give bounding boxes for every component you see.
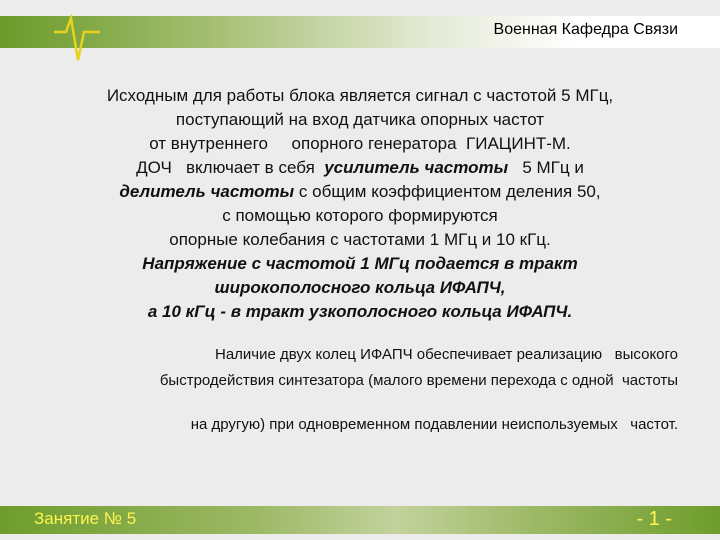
paragraph1-line6: с помощью которого формируются <box>222 206 498 225</box>
emphasis-amplifier: усилитель частоты <box>324 158 509 177</box>
paragraph2-line1: Наличие двух колец ИФАПЧ обеспечивает реализацию высокого <box>214 346 678 363</box>
signal-wave-icon <box>52 14 102 64</box>
paragraph1-line5-suffix: с общим коэффициентом деления 50, <box>294 182 601 201</box>
paragraph1-line8 <box>0 252 720 276</box>
paragraph1-line4 <box>0 156 720 180</box>
paragraph2-line2: быстродействия синтезатора (малого времени перехода с одной частоты <box>159 372 678 389</box>
emphasis-line8: Напряжение с частотой 1 МГц подается в тракт <box>142 254 578 273</box>
paragraph1-line1: Исходным для работы блока является сигнал с частотой 5 МГц, <box>106 86 614 105</box>
emphasis-divider: делитель частоты <box>119 182 295 201</box>
page-number: - 1 - <box>636 508 672 530</box>
paragraph1-line7: опорные колебания с частотами 1 МГц и 10 кГц. <box>169 230 551 249</box>
paragraph1-line2: поступающий на вход датчика опорных частот <box>175 110 545 129</box>
lesson-label: Занятие № 5 <box>34 509 137 528</box>
paragraph1-line4-suffix: 5 МГц и <box>508 158 584 177</box>
emphasis-line9: широкополосного кольца ИФАПЧ, <box>214 278 506 297</box>
paragraph1-line3: от внутреннего опорного генератора ГИАЦИНТ-М. <box>149 134 571 153</box>
emphasis-line10: а 10 кГц - в тракт узкополосного кольца ИФАПЧ. <box>147 302 573 321</box>
paragraph2-line3: на другую) при одновременном подавлении неиспользуемых частот. <box>190 416 678 433</box>
paragraph1-line4-prefix: ДОЧ включает в себя <box>136 158 325 177</box>
paragraph1-line10 <box>0 300 720 324</box>
header-title: Военная Кафедра Связи <box>493 21 678 38</box>
paragraph1-line9 <box>0 276 720 300</box>
paragraph1-line5 <box>0 180 720 204</box>
